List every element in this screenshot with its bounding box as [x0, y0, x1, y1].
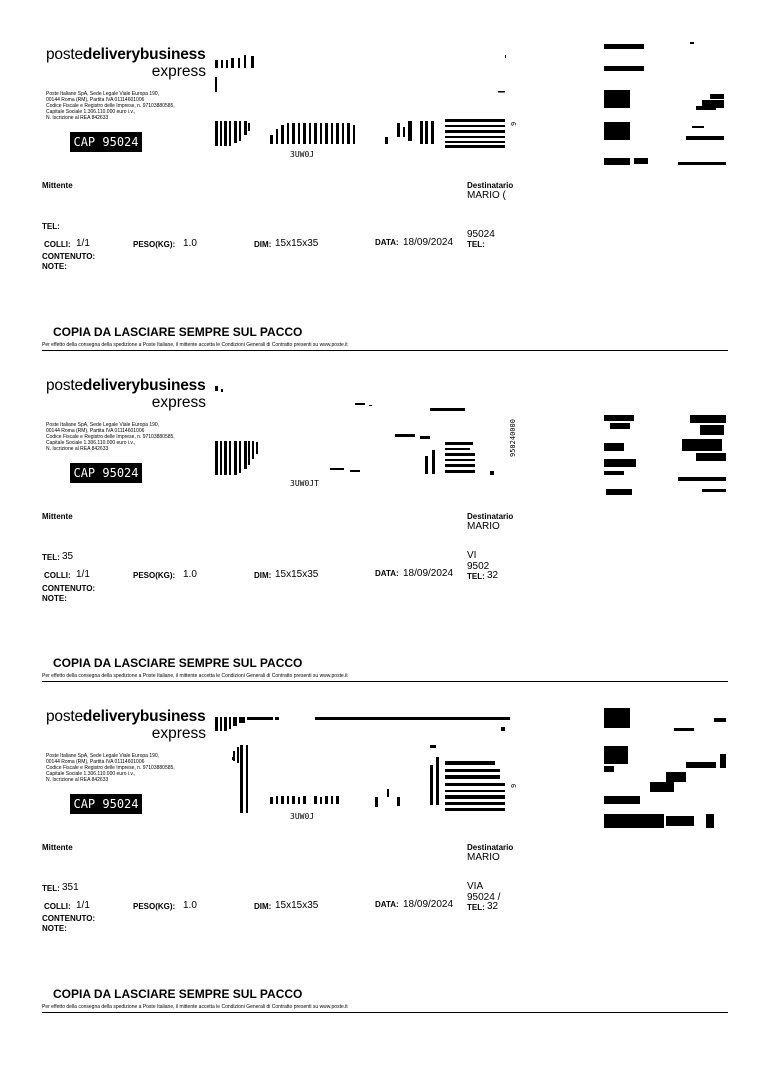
recipient-tel-label: TEL:: [467, 903, 485, 912]
dim-value: 15x15x35: [275, 900, 319, 911]
datamatrix-code: [600, 371, 728, 501]
sender-heading: Mittente: [42, 512, 73, 521]
contenuto-label: CONTENUTO:: [42, 914, 96, 923]
dim-value: 15x15x35: [275, 569, 319, 580]
cap-badge: CAP 95024: [70, 463, 142, 483]
barcode-caption: 3UW0J: [290, 812, 315, 821]
brand-deliverybusiness: deliverybusiness: [82, 708, 206, 725]
company-line: Poste Italiane SpA, Sede Legale Viale Europa 190,: [46, 91, 160, 97]
peso-value: 1.0: [183, 569, 197, 580]
brand-deliverybusiness: deliverybusiness: [82, 377, 206, 394]
recipient-name: MARIO: [467, 521, 500, 532]
brand-express: express: [151, 725, 206, 742]
company-line: Codice Fiscale e Registro delle Imprese, n. 97103880585,: [46, 765, 175, 771]
company-line: Poste Italiane SpA, Sede Legale Viale Europa 190,: [46, 753, 160, 759]
peso-value: 1.0: [183, 238, 197, 249]
company-line: 00144 Roma (RM), Partita IVA 01114601006: [46, 428, 145, 434]
disclaimer: Per effetto della consegna della spedizione a Poste Italiane, il mittente accetta le Condizioni Generali di Contratto presenti su www.poste.it: [42, 673, 348, 679]
barcode-caption: 3UW0J: [290, 150, 315, 159]
disclaimer: Per effetto della consegna della spedizione a Poste Italiane, il mittente accetta le Condizioni Generali di Contratto presenti su www.poste.it: [42, 342, 348, 348]
company-line: 00144 Roma (RM), Partita IVA 01114601006: [46, 97, 145, 103]
brand-poste: poste: [46, 46, 83, 63]
date-value: 18/09/2024: [403, 899, 454, 910]
colli-value: 1/1: [76, 569, 90, 580]
peso-label: PESO(KG):: [133, 902, 176, 911]
brand-logo: [46, 708, 206, 742]
peso-value: 1.0: [183, 900, 197, 911]
recipient-street: VIA: [467, 881, 484, 892]
recipient-city: 95024: [467, 229, 495, 240]
company-info: [46, 753, 226, 783]
shipping-label-1: [0, 0, 768, 348]
dim-label: DIM:: [254, 902, 272, 911]
sender-heading: Mittente: [42, 181, 73, 190]
barcode-caption: 3UW0JT: [290, 479, 319, 488]
recipient-name: MARIO (: [467, 190, 506, 201]
peso-label: PESO(KG):: [133, 240, 176, 249]
dim-value: 15x15x35: [275, 238, 319, 249]
company-line: 00144 Roma (RM), Partita IVA 01114601006: [46, 759, 145, 765]
dim-label: DIM:: [254, 571, 272, 580]
sender-tel: 35: [62, 551, 74, 562]
barcode-side-number: 9: [510, 121, 518, 126]
dim-label: DIM:: [254, 240, 272, 249]
recipient-street: VI: [467, 550, 477, 561]
recipient-city: 95024 /: [467, 892, 501, 903]
sender-tel-label: TEL:: [42, 553, 60, 562]
company-line: Capitale Sociale 1.306.110.000 euro i.v.,: [46, 440, 136, 446]
company-line: Codice Fiscale e Registro delle Imprese, n. 97103880585,: [46, 434, 175, 440]
recipient-tel: 32: [487, 570, 499, 581]
brand-logo: [46, 377, 206, 411]
colli-label: COLLI:: [44, 240, 71, 249]
company-line: Codice Fiscale e Registro delle Imprese, n. 97103880585,: [46, 103, 175, 109]
company-line: Capitale Sociale 1.306.110.000 euro i.v.,: [46, 109, 136, 115]
recipient-tel-label: TEL:: [467, 240, 485, 249]
note-label: NOTE:: [42, 924, 67, 933]
recipient-tel: 32: [487, 901, 499, 912]
recipient-city: 9502: [467, 561, 490, 572]
colli-label: COLLI:: [44, 902, 71, 911]
brand-poste: poste: [46, 377, 83, 394]
brand-express: express: [151, 63, 206, 80]
date-label: DATA:: [375, 569, 399, 578]
barcode: [215, 55, 510, 155]
contenuto-label: CONTENUTO:: [42, 584, 96, 593]
note-label: NOTE:: [42, 262, 67, 271]
date-value: 18/09/2024: [403, 568, 454, 579]
company-line: Poste Italiane SpA, Sede Legale Viale Europa 190,: [46, 422, 160, 428]
barcode: [215, 386, 510, 486]
brand-express: express: [151, 394, 206, 411]
sender-heading: Mittente: [42, 843, 73, 852]
colli-value: 1/1: [76, 238, 90, 249]
datamatrix-code: [600, 702, 728, 832]
date-label: DATA:: [375, 238, 399, 247]
recipient-heading: Destinatario: [467, 843, 514, 852]
date-label: DATA:: [375, 900, 399, 909]
brand-deliverybusiness: deliverybusiness: [82, 46, 206, 63]
recipient-heading: Destinatario: [467, 512, 514, 521]
company-line: N. Iscrizione al REA 842633: [46, 446, 109, 452]
brand-poste: poste: [46, 708, 83, 725]
peso-label: PESO(KG):: [133, 571, 176, 580]
colli-label: COLLI:: [44, 571, 71, 580]
contenuto-label: CONTENUTO:: [42, 252, 96, 261]
cap-badge: CAP 95024: [70, 794, 142, 814]
colli-value: 1/1: [76, 900, 90, 911]
barcode-side-number: 9: [510, 783, 518, 788]
recipient-name: MARIO: [467, 852, 500, 863]
sender-tel-label: TEL:: [42, 884, 60, 893]
note-label: NOTE:: [42, 594, 67, 603]
company-info: [46, 91, 226, 121]
company-line: N. Iscrizione al REA 842633: [46, 115, 109, 121]
sender-tel: 351: [62, 882, 79, 893]
cap-badge: CAP 95024: [70, 132, 142, 152]
barcode-side-number: 950240000: [509, 419, 517, 457]
copy-title: COPIA DA LASCIARE SEMPRE SUL PACCO: [53, 987, 303, 1001]
company-line: N. Iscrizione al REA 842633: [46, 777, 109, 783]
recipient-tel-label: TEL:: [467, 572, 485, 581]
sender-tel-label: TEL:: [42, 222, 60, 231]
disclaimer: Per effetto della consegna della spedizione a Poste Italiane, il mittente accetta le Condizioni Generali di Contratto presenti su www.poste.it: [42, 1004, 348, 1010]
shipping-label-3: [0, 662, 768, 1010]
shipping-label-2: [0, 331, 768, 679]
barcode: [215, 717, 510, 817]
recipient-heading: Destinatario: [467, 181, 514, 190]
copy-title: COPIA DA LASCIARE SEMPRE SUL PACCO: [53, 656, 303, 670]
brand-logo: [46, 46, 206, 80]
datamatrix-code: [600, 40, 728, 170]
divider: [42, 1012, 728, 1013]
company-info: [46, 422, 226, 452]
company-line: Capitale Sociale 1.306.110.000 euro i.v.,: [46, 771, 136, 777]
date-value: 18/09/2024: [403, 237, 454, 248]
copy-title: COPIA DA LASCIARE SEMPRE SUL PACCO: [53, 325, 303, 339]
